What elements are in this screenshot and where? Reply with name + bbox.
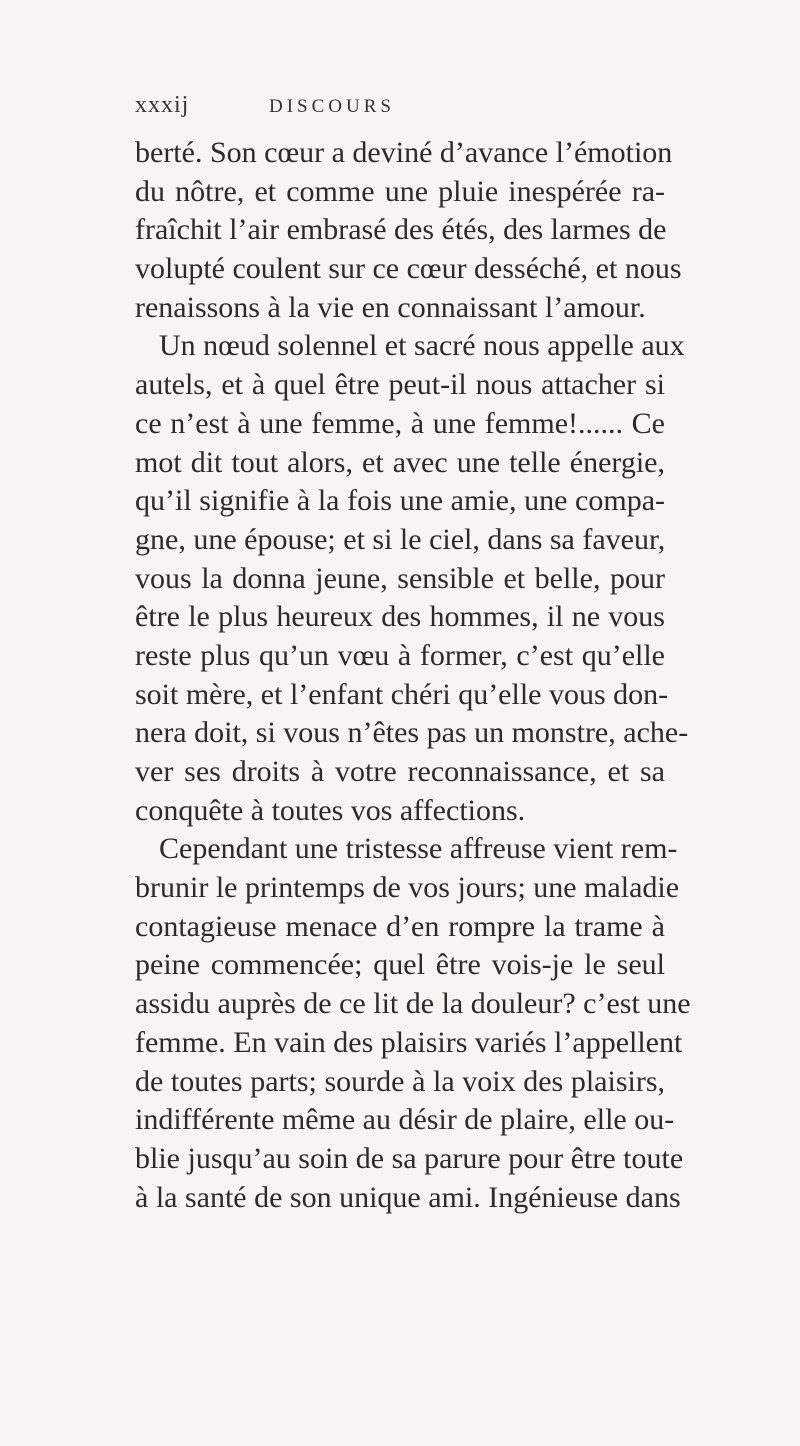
text-line: soit mère, et l’enfant chéri qu’elle vous don- bbox=[135, 677, 669, 711]
text-line: ce n’est à une femme, à une femme!...... Ce bbox=[135, 406, 665, 440]
text-line: mot dit tout alors, et avec une telle énergie, bbox=[135, 445, 665, 479]
text-line: brunir le printemps de vos jours; une maladie bbox=[135, 871, 680, 905]
text-line: reste plus qu’un vœu à former, c’est qu’elle bbox=[135, 638, 665, 672]
text-line: renaissons à la vie en connaissant l’amour. bbox=[135, 290, 646, 324]
text-line: de toutes parts; sourde à la voix des plaisirs, bbox=[135, 1064, 665, 1098]
text-line: vous la donna jeune, sensible et belle, pour bbox=[135, 561, 665, 595]
body-text bbox=[135, 134, 691, 1217]
text-line: être le plus heureux des hommes, il ne vous bbox=[135, 600, 665, 634]
text-line: ver ses droits à votre reconnaissance, et sa bbox=[135, 755, 665, 788]
running-head bbox=[135, 92, 695, 132]
text-line: conquête à toutes vos affections. bbox=[135, 793, 526, 827]
text-line: fraîchit l’air embrasé des étés, des larmes de bbox=[135, 213, 667, 247]
text-line: assidu auprès de ce lit de la douleur? c’est une bbox=[135, 987, 691, 1021]
text-line: qu’il signifie à la fois une amie, une compa- bbox=[135, 484, 665, 518]
running-title: DISCOURS bbox=[269, 96, 395, 117]
text-line: Cependant une tristesse affreuse vient rem- bbox=[159, 832, 678, 866]
text-line: indifférente même au désir de plaire, elle ou- bbox=[135, 1103, 675, 1137]
text-line: peine commencée; quel être vois-je le seul bbox=[135, 948, 665, 982]
text-line: à la santé de son unique ami. Ingénieuse dans bbox=[135, 1180, 681, 1214]
text-line: nera doit, si vous n’êtes pas un monstre, ache- bbox=[135, 716, 689, 750]
text-line: gne, une épouse; et si le ciel, dans sa faveur, bbox=[135, 522, 666, 556]
text-line: femme. En vain des plaisirs variés l’appellent bbox=[135, 1025, 683, 1059]
text-line: autels, et à quel être peut-il nous attacher si bbox=[135, 368, 665, 402]
text-line: Un nœud solennel et sacré nous appelle aux bbox=[159, 329, 685, 363]
text-line: volupté coulent sur ce cœur desséché, et nous bbox=[135, 252, 682, 286]
text-line: blie jusqu’au soin de sa parure pour être toute bbox=[135, 1141, 684, 1175]
text-line: du nôtre, et comme une pluie inespérée ra- bbox=[135, 174, 665, 208]
text-line: berté. Son cœur a deviné d’avance l’émotion bbox=[135, 136, 673, 169]
page-number: xxxij bbox=[135, 92, 190, 118]
text-line: contagieuse menace d’en rompre la trame à bbox=[135, 909, 665, 943]
